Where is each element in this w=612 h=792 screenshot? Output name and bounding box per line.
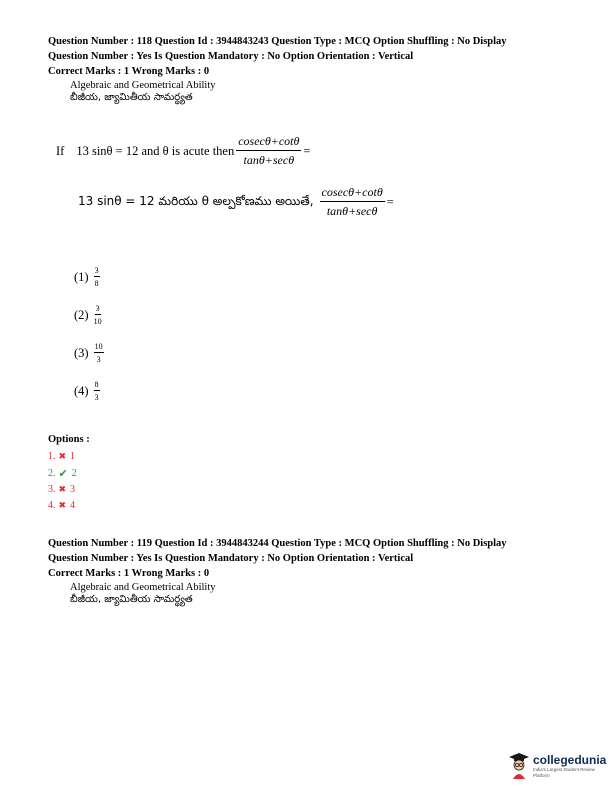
- q118-question-telugu: [78, 185, 394, 219]
- q119-meta-line-3: Correct Marks : 1 Wrong Marks : 0: [48, 568, 210, 579]
- choice-label: (3): [74, 345, 89, 360]
- logo-tagline: India's Largest Student Review Platform: [533, 766, 595, 778]
- option-row-1: [48, 451, 75, 462]
- q118-meta-line-3: Correct Marks : 1 Wrong Marks : 0: [48, 66, 210, 77]
- fraction-numerator: 3: [94, 266, 99, 275]
- q119-meta-line-2: Question Number : Yes Is Question Mandatory : No Option Orientation : Vertical: [48, 553, 414, 564]
- option-index: 2.: [48, 468, 56, 479]
- choice-fraction: [94, 266, 100, 288]
- check-icon: ✔: [58, 468, 68, 480]
- fraction-denominator: tanθ+secθ: [243, 153, 295, 167]
- choice-label: (2): [74, 307, 89, 322]
- option-value: 3: [70, 484, 76, 495]
- q119-meta-line-1: Question Number : 119 Question Id : 3944843244 Question Type : MCQ Option Shuffling : No Display: [48, 538, 507, 549]
- q118-question-english: [56, 134, 310, 168]
- fraction-numerator: 10: [94, 342, 103, 351]
- option-index: 1.: [48, 451, 56, 462]
- cross-icon: ✖: [58, 484, 67, 494]
- choice-label: (1): [74, 269, 89, 284]
- graduate-mascot-icon: [508, 752, 530, 780]
- q119-subject-english: Algebraic and Geometrical Ability: [70, 582, 216, 593]
- q118-meta-line-2: Question Number : Yes Is Question Mandatory : No Option Orientation : Vertical: [48, 51, 414, 62]
- fraction-denominator: 8: [94, 279, 99, 288]
- choice-label: (4): [74, 383, 89, 398]
- q118-question-prefix: If: [56, 143, 65, 158]
- fraction-numerator: 8: [94, 380, 99, 389]
- q118-question-telugu-fraction: [320, 185, 385, 219]
- option-index: 4.: [48, 500, 56, 511]
- option-value: 4: [70, 500, 76, 511]
- option-row-3: [48, 484, 75, 495]
- q118-subject-telugu: బీజీయ, జ్యామితీయ సామర్థ్యత: [70, 92, 193, 103]
- cross-icon: ✖: [58, 500, 67, 510]
- q118-question-telugu-condition: 13 sinθ = 12 మరియు θ అల్పకోణము అయితే,: [78, 193, 314, 208]
- q118-question-telugu-equals: =: [386, 194, 394, 209]
- option-row-2: [48, 467, 77, 480]
- fraction-numerator: cosecθ+cotθ: [236, 134, 301, 151]
- logo-name: collegedunia: [533, 752, 607, 767]
- logo-text: [533, 754, 612, 779]
- q119-subject: [70, 582, 216, 606]
- choice-3: [74, 342, 106, 364]
- option-index: 3.: [48, 484, 56, 495]
- q119-subject-telugu: బీజీయ, జ్యామితీయ సామర్థ్యత: [70, 594, 193, 605]
- q118-subject-english: Algebraic and Geometrical Ability: [70, 80, 216, 91]
- cross-icon: ✖: [58, 451, 67, 461]
- option-row-4: [48, 500, 75, 511]
- option-value: 2: [71, 468, 77, 479]
- collegedunia-logo: [508, 752, 612, 780]
- choice-fraction: [94, 380, 100, 402]
- choice-2: [74, 304, 104, 326]
- choice-fraction: [94, 342, 104, 364]
- fraction-numerator: cosecθ+cotθ: [320, 185, 385, 202]
- choice-fraction: [94, 304, 102, 326]
- fraction-denominator: 10: [93, 317, 102, 326]
- fraction-denominator: tanθ+secθ: [326, 204, 378, 218]
- choice-1: [74, 266, 102, 288]
- q118-meta-line-1: Question Number : 118 Question Id : 3944843243 Question Type : MCQ Option Shuffling : No Display: [48, 36, 507, 47]
- q118-subject: [70, 80, 216, 104]
- options-title: Options :: [48, 434, 90, 445]
- choice-4: [74, 380, 102, 402]
- fraction-denominator: 3: [94, 393, 99, 402]
- fraction-numerator: 3: [95, 304, 100, 313]
- fraction-denominator: 3: [96, 355, 101, 364]
- q118-question-fraction: [236, 134, 301, 168]
- q118-question-equals: =: [303, 143, 311, 158]
- q118-question-condition: 13 sinθ = 12 and θ is acute then: [76, 143, 235, 158]
- option-value: 1: [70, 451, 76, 462]
